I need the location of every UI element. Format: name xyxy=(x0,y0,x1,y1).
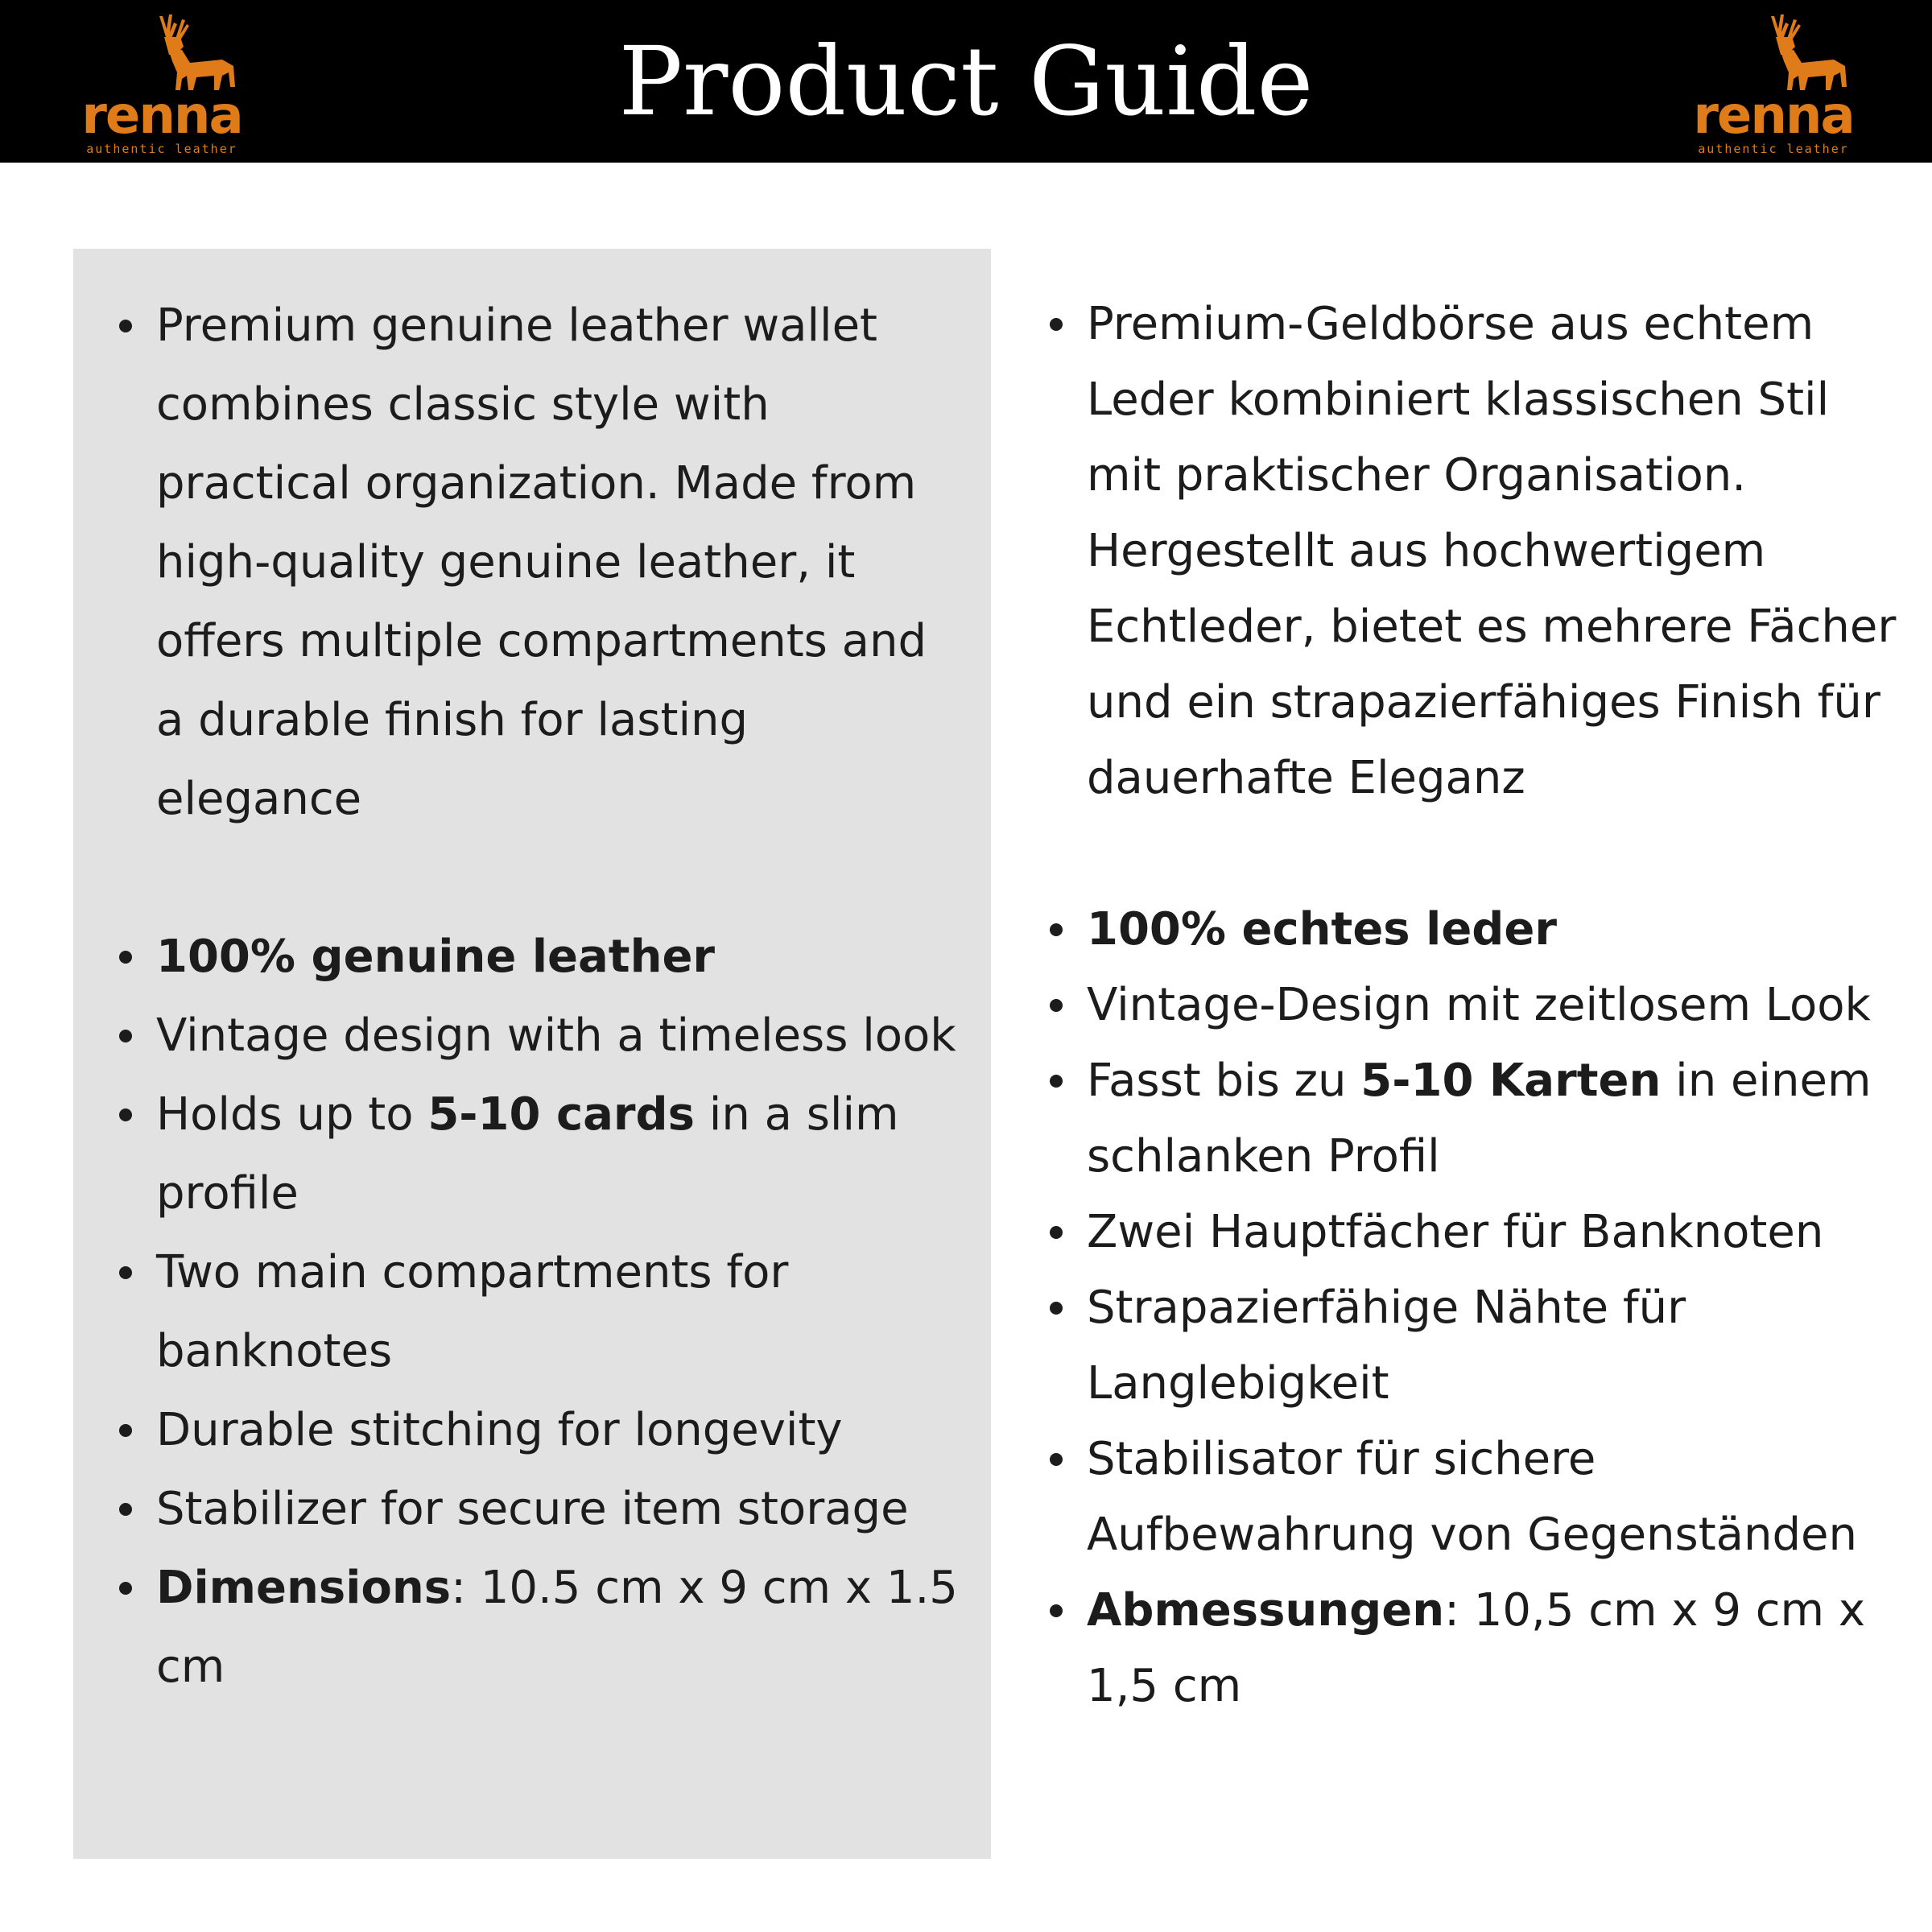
list-item-intro xyxy=(1045,287,1898,816)
material-text: 100% genuine leather xyxy=(156,931,716,983)
list-item-cards xyxy=(114,1075,960,1233)
dimensions-value: : 10,5 cm x 9 cm x 1,5 cm xyxy=(1087,1584,1866,1712)
compartments-text: Zwei Hauptfächer für Banknoten xyxy=(1087,1206,1824,1258)
list-item-dimensions xyxy=(114,1549,960,1707)
list-item-stabilizer xyxy=(114,1470,960,1549)
stabilizer-text: Stabilizer for secure item storage xyxy=(156,1483,909,1535)
intro-text: Premium-Geldbörse aus echtem Leder kombiniert klassischen Stil mit praktischer Organisation. Hergestellt aus hochwertigem Echtleder, bietet es mehrere Fächer und ein strapazierfähiges Finish für dauerhafte Eleganz xyxy=(1087,298,1897,804)
compartments-text: Two main compartments for banknotes xyxy=(156,1246,789,1377)
stitching-text: Strapazierfähige Nähte für Langlebigkeit xyxy=(1087,1282,1686,1410)
cards-suffix: in a slim profile xyxy=(156,1088,899,1220)
dimensions-label: Abmessungen xyxy=(1087,1584,1445,1637)
list-item-cards xyxy=(1045,1043,1898,1195)
deer-icon xyxy=(1681,13,1866,93)
design-text: Vintage design with a timeless look xyxy=(156,1009,956,1062)
list-item-stabilizer xyxy=(1045,1422,1898,1573)
material-text: 100% echtes leder xyxy=(1087,903,1557,956)
page-title: Product Guide xyxy=(618,26,1314,137)
brand-logo-right xyxy=(1681,13,1874,158)
stabilizer-text: Stabilisator für sichere Aufbewahrung von Gegenständen xyxy=(1087,1433,1857,1561)
list-item-stitching xyxy=(114,1391,960,1470)
stitching-text: Durable stitching for longevity xyxy=(156,1404,843,1456)
logo-tagline: authentic leather xyxy=(1698,142,1849,156)
logo-wordmark: renna xyxy=(1693,86,1854,146)
logo-wordmark: renna xyxy=(81,86,242,146)
list-item-design xyxy=(1045,968,1898,1043)
list-item-material xyxy=(1045,892,1898,968)
list-item-stitching xyxy=(1045,1270,1898,1422)
list-item-design xyxy=(114,997,960,1075)
logo-tagline: authentic leather xyxy=(86,142,237,156)
list-item-material xyxy=(114,918,960,997)
english-feature-list xyxy=(114,287,960,1707)
german-feature-list xyxy=(1045,287,1898,1724)
cards-prefix: Holds up to xyxy=(156,1088,428,1141)
list-item-intro xyxy=(114,287,960,839)
header-bar xyxy=(0,0,1932,163)
list-item-compartments xyxy=(1045,1195,1898,1270)
dimensions-label: Dimensions xyxy=(156,1562,452,1614)
cards-prefix: Fasst bis zu xyxy=(1087,1055,1361,1107)
cards-bold: 5-10 cards xyxy=(427,1088,695,1141)
cards-suffix: in einem schlanken Profil xyxy=(1087,1055,1872,1183)
list-item-dimensions xyxy=(1045,1573,1898,1724)
list-item-compartments xyxy=(114,1233,960,1391)
design-text: Vintage-Design mit zeitlosem Look xyxy=(1087,979,1871,1031)
dimensions-value: : 10.5 cm x 9 cm x 1.5 cm xyxy=(156,1562,958,1693)
intro-text: Premium genuine leather wallet combines classic style with practical organization. Made from high-quality genuine leather, it offers multiple compartments and a durable finish for lasting elegance xyxy=(156,299,927,825)
cards-bold: 5-10 Karten xyxy=(1360,1055,1662,1107)
